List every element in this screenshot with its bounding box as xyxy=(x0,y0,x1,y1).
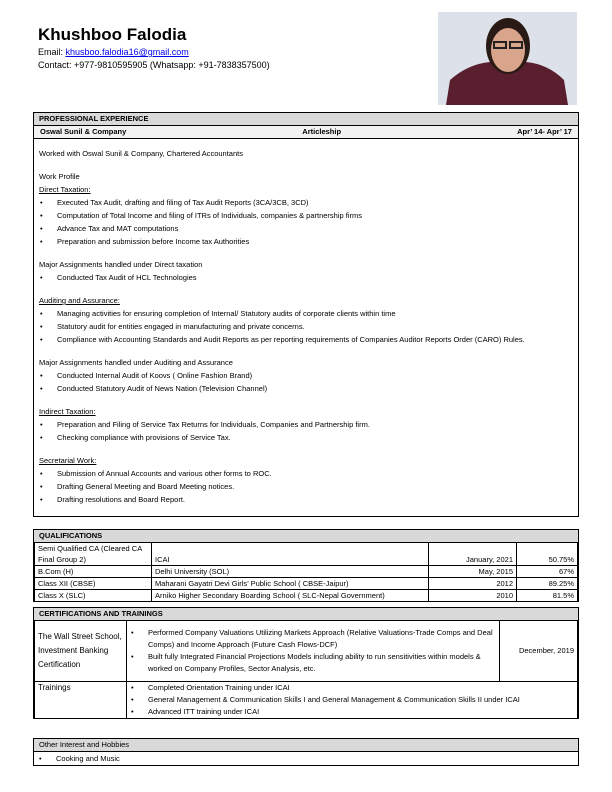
list-item: • Executed Tax Audit, drafting and filing of Tax Audit Reports (3CA/3CB, 3CD) xyxy=(39,196,573,209)
table-row xyxy=(35,578,578,590)
list-item: • Submission of Annual Accounts and various other forms to ROC. xyxy=(39,467,573,480)
score: 81.5% xyxy=(517,590,578,602)
institute: Delhi University (SOL) xyxy=(152,566,429,578)
institute: Maharani Gayatri Devi Girls’ Public School ( CBSE-Jaipur) xyxy=(152,578,429,590)
degree: Class XII (CBSE) xyxy=(35,578,152,590)
list-item: • Performed Company Valuations Utilizing Markets Approach (Relative Valuations-Trade Comps and Deal Comps) and Income Approach (Future Cash Flows-DCF) xyxy=(130,627,496,651)
table-row xyxy=(35,543,578,566)
list-item: • Cooking and Music xyxy=(38,752,578,765)
section-title: QUALIFICATIONS xyxy=(34,530,578,542)
score: 50.75% xyxy=(517,543,578,566)
period: Apr’ 14- Apr’ 17 xyxy=(517,127,572,136)
date: 2012 xyxy=(429,578,517,590)
list-item: • Statutory audit for entities engaged in manufacturing and private concerns. xyxy=(39,320,573,333)
list-item: • Advance Tax and MAT computations xyxy=(39,222,573,235)
table-row xyxy=(35,621,578,682)
email-label: Email: xyxy=(38,47,66,57)
score: 89.25% xyxy=(517,578,578,590)
date: January, 2021 xyxy=(429,543,517,566)
list-item: • Computation of Total Income and filing of ITRs of Individuals, companies & partnership firms xyxy=(39,209,573,222)
list-item: • Drafting resolutions and Board Report. xyxy=(39,493,573,506)
score: 67% xyxy=(517,566,578,578)
intro: Worked with Oswal Sunil & Company, Chartered Accountants xyxy=(39,149,243,158)
list-item: • Preparation and submission before Income tax Authorities xyxy=(39,235,573,248)
subheading: Indirect Taxation: xyxy=(39,407,96,416)
list-item: • Conducted Tax Audit of HCL Technologies xyxy=(39,271,573,284)
list-item: • Preparation and Filing of Service Tax Returns for Individuals, Companies and Partnership firm. xyxy=(39,418,573,431)
job-row xyxy=(34,126,578,139)
degree: Class X (SLC) xyxy=(35,590,152,602)
table-row xyxy=(35,566,578,578)
degree: Semi Qualified CA (Cleared CA Final Group 2) xyxy=(35,543,152,566)
qualifications-section xyxy=(33,529,579,602)
table-row xyxy=(35,682,578,719)
section-title: PROFESSIONAL EXPERIENCE xyxy=(34,113,578,126)
hobbies-section xyxy=(33,738,579,766)
certifications-section xyxy=(33,607,579,719)
institute: ICAI xyxy=(152,543,429,566)
list-item: • Drafting General Meeting and Board Meeting notices. xyxy=(39,480,573,493)
degree: B.Com (H) xyxy=(35,566,152,578)
email-link[interactable]: khusboo.falodia16@gmail.com xyxy=(65,47,189,57)
work-profile-heading: Work Profile xyxy=(39,172,80,181)
subheading: Secretarial Work: xyxy=(39,456,97,465)
cert-name: The Wall Street School, Investment Banking Certification xyxy=(35,621,127,682)
qualifications-table xyxy=(34,542,578,602)
section-title: Other Interest and Hobbies xyxy=(34,739,578,752)
trainings-label: Trainings xyxy=(35,682,127,719)
subheading: Auditing and Assurance: xyxy=(39,296,120,305)
certifications-table xyxy=(34,620,578,719)
list-item: • Advanced ITT training under ICAI xyxy=(130,706,574,718)
subheading: Major Assignments handled under Direct taxation xyxy=(39,260,203,269)
date: 2010 xyxy=(429,590,517,602)
list-item: • Checking compliance with provisions of Service Tax. xyxy=(39,431,573,444)
list-item: • Completed Orientation Training under ICAI xyxy=(130,682,574,694)
role: Articleship xyxy=(302,127,342,136)
company: Oswal Sunil & Company xyxy=(40,127,127,136)
list-item: • Conducted Internal Audit of Koovs ( Online Fashion Brand) xyxy=(39,369,573,382)
list-item: • Managing activities for ensuring completion of Internal/ Statutory audits of corporate clients within time xyxy=(39,307,573,320)
profile-photo xyxy=(438,12,577,105)
list-item: • Conducted Statutory Audit of News Nation (Television Channel) xyxy=(39,382,573,395)
list-item: • Compliance with Accounting Standards and Audit Reports as per reporting requirements of Companies Auditor Reports Order (CARO) Rules. xyxy=(39,333,573,346)
date: May, 2015 xyxy=(429,566,517,578)
table-row xyxy=(35,590,578,602)
subheading: Direct Taxation: xyxy=(39,185,91,194)
phone-contact: Contact: +977-9810595905 (Whatsapp: +91-7838357500) xyxy=(38,60,270,70)
cert-date: December, 2019 xyxy=(500,621,578,682)
experience-section xyxy=(33,112,579,517)
section-title: CERTIFICATIONS AND TRAININGS xyxy=(34,608,578,620)
institute: Arniko Higher Secondary Boarding School ( SLC-Nepal Government) xyxy=(152,590,429,602)
list-item: • Built fully Integrated Financial Projections Models including ability to run sensitivities within models & worked on Company Profiles, Sector Analysis, etc. xyxy=(130,651,496,675)
contact-block xyxy=(38,46,270,72)
list-item: • General Management & Communication Skills I and General Management & Communication Skills II under ICAI xyxy=(130,694,574,706)
candidate-name: Khushboo Falodia xyxy=(38,25,187,44)
subheading: Major Assignments handled under Auditing and Assurance xyxy=(39,358,233,367)
